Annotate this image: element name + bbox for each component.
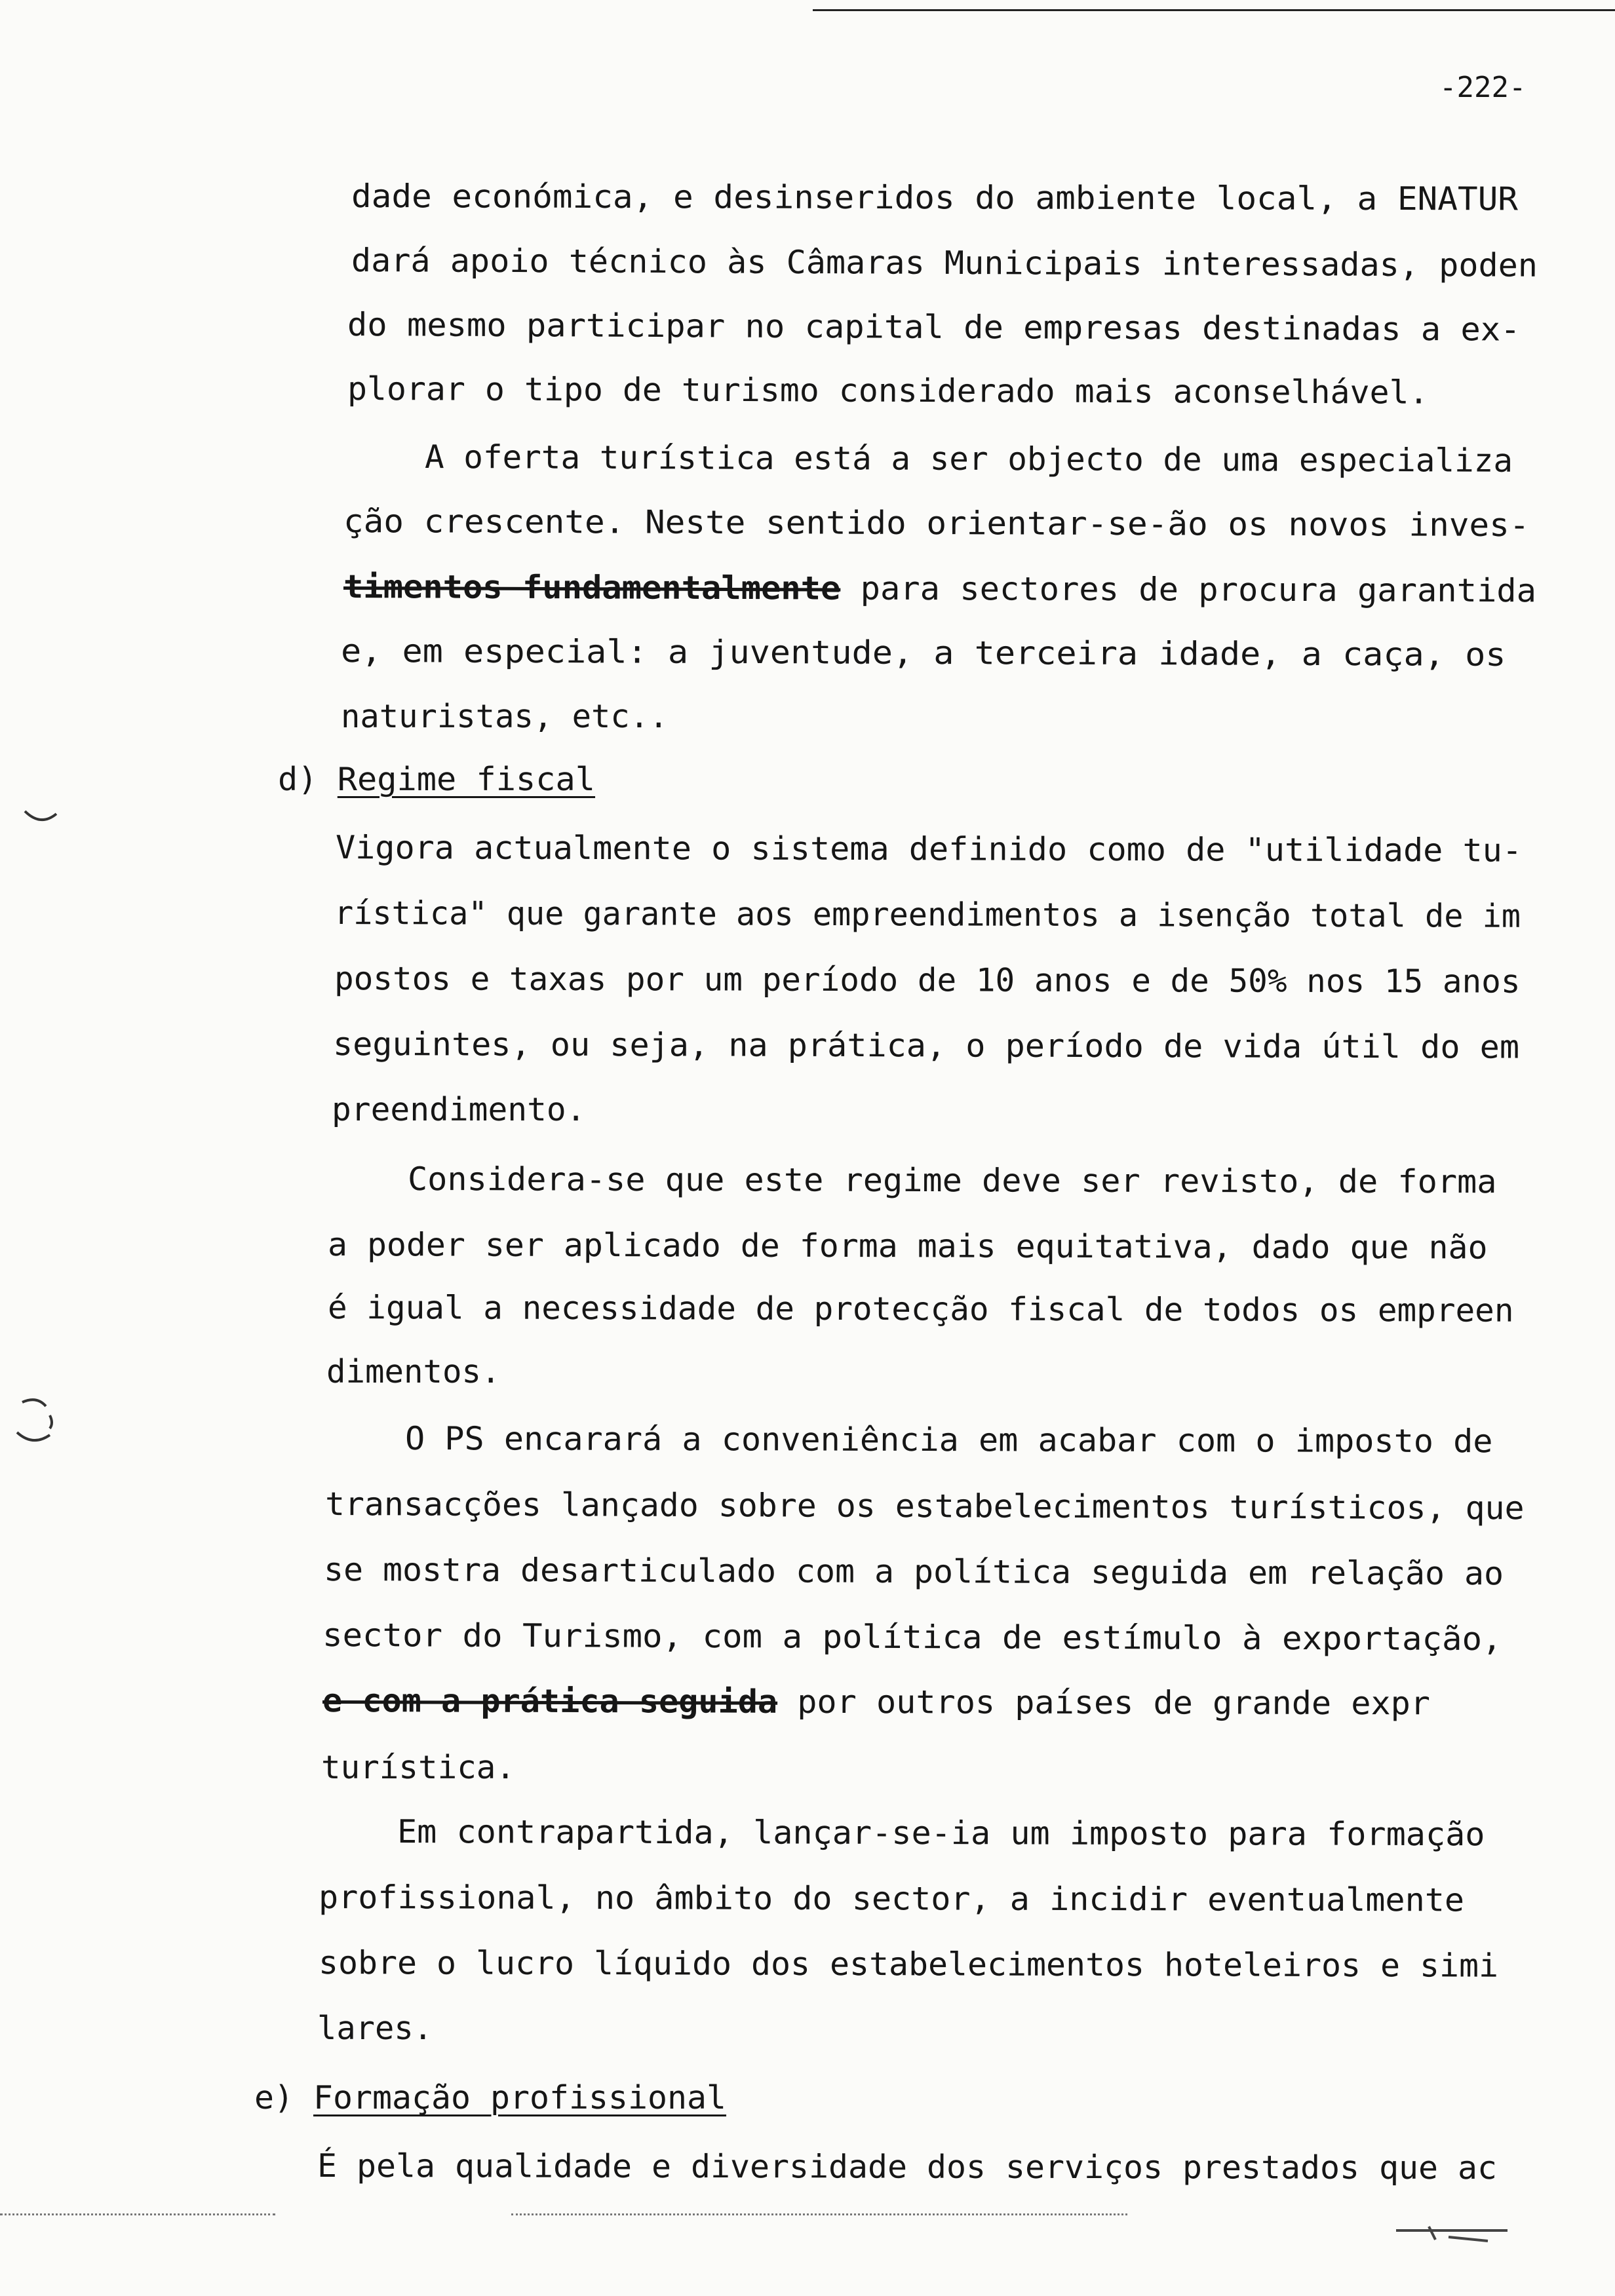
section-heading: e) Formação profissional	[254, 2079, 727, 2116]
text-line: É pela qualidade e diversidade dos serviços prestados que ac	[317, 2147, 1498, 2187]
text-line: postos e taxas por um período de 10 anos e de 50% nos 15 anos	[334, 960, 1521, 1001]
bottom-dotted-line-1	[0, 2213, 275, 2215]
text-line: dimentos.	[326, 1353, 501, 1390]
bottom-right-scribble	[1390, 2221, 1521, 2248]
margin-mark-2	[10, 1389, 56, 1461]
section-heading: d) Regime fiscal	[278, 761, 596, 798]
struck-text: e com a prática seguida	[322, 1682, 778, 1721]
text-line: dará apoio técnico às Câmaras Municipais interessadas, poden	[351, 242, 1538, 284]
text-line: plorar o tipo de turismo considerado mais aconselhável.	[347, 370, 1429, 411]
text-line: sector do Turismo, com a política de estímulo à exportação,	[322, 1617, 1502, 1658]
text-line: turística.	[321, 1749, 516, 1786]
text-line: lares.	[317, 2010, 433, 2047]
text-line: sobre o lucro líquido dos estabelecimentos hoteleiros e simi	[318, 1944, 1499, 1985]
text-line: timentos fundamentalmente para sectores de procura garantida	[343, 568, 1537, 610]
text-line: transacções lançado sobre os estabelecimentos turísticos, que	[324, 1485, 1525, 1527]
text-line: rística" que garante aos empreendimentos a isenção total de im	[334, 894, 1521, 935]
text-line: e, em especial: a juventude, a terceira idade, a caça, os	[340, 632, 1506, 674]
text-line: preendimento.	[332, 1091, 586, 1128]
struck-text: timentos fundamentalmente	[343, 568, 841, 607]
text-line: O PS encarará a conveniência em acabar com o imposto de	[404, 1420, 1493, 1461]
text-line: A oferta turística está a ser objecto de uma especializa	[424, 438, 1513, 480]
text-line: Considera-se que este regime deve ser revisto, de forma	[407, 1160, 1497, 1201]
margin-mark-1	[21, 799, 60, 839]
text-line: ção crescente. Neste sentido orientar-se-ão os novos inves-	[343, 503, 1530, 545]
text-line: a poder ser aplicado de forma mais equitativa, dado que não	[327, 1226, 1488, 1267]
text-line: Vigora actualmente o sistema definido como de "utilidade tu-	[335, 829, 1523, 870]
bottom-dotted-line-2	[511, 2213, 1127, 2215]
text-line: naturistas, etc..	[341, 698, 669, 735]
page-number: -222-	[1439, 71, 1527, 104]
text-line: do mesmo participar no capital de empresas destinadas a ex-	[347, 306, 1521, 349]
text-line: é igual a necessidade de protecção fiscal de todos os empreen	[327, 1289, 1514, 1330]
text-line: profissional, no âmbito do sector, a incidir eventualmente	[318, 1879, 1465, 1919]
text-line: seguintes, ou seja, na prática, o período de vida útil do em	[332, 1025, 1520, 1066]
text-line: Em contrapartida, lançar-se-ia um imposto para formação	[397, 1813, 1485, 1854]
text-line: e com a prática seguida por outros países de grande expr	[322, 1682, 1431, 1723]
text-line: se mostra desarticulado com a política seguida em relação ao	[323, 1551, 1504, 1593]
top-rule	[813, 9, 1615, 11]
text-line: dade económica, e desinseridos do ambiente local, a ENATUR	[351, 178, 1519, 218]
